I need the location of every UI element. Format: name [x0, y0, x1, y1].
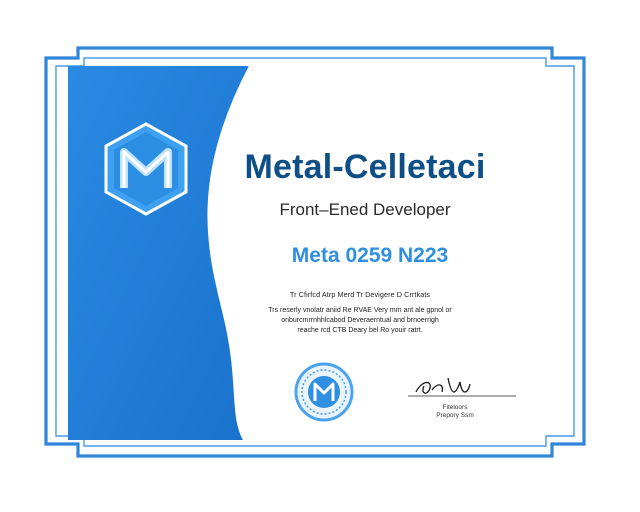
certificate-body-line: reache rcd CTB Deary bel Ro youir ratrt.: [297, 327, 423, 334]
certificate-lead-line: Tr Cfirfcd Atrp Merd Tr Devigere D Crrtkats: [289, 290, 431, 299]
certificate-subtitle: Front–Ened Developer: [279, 200, 451, 219]
credential-id: Meta 0259 N223: [291, 244, 449, 267]
signature-mark: [408, 378, 516, 396]
signer-role: Prepory Ssm: [436, 412, 474, 419]
certificate-body-line: onburcmrrnhhlcabod Deveraerntual and brnoerrigh: [281, 317, 439, 324]
certificate-title: Metal-Celletaci: [244, 148, 486, 186]
seal-badge-icon: [296, 364, 352, 420]
signer-name: Fiteloors: [442, 404, 468, 411]
certificate-body-line: Trs reserly vnolatr aniid Re RVAE Very mm ant ale gpnol or: [268, 307, 452, 314]
signer-block: [400, 404, 510, 420]
